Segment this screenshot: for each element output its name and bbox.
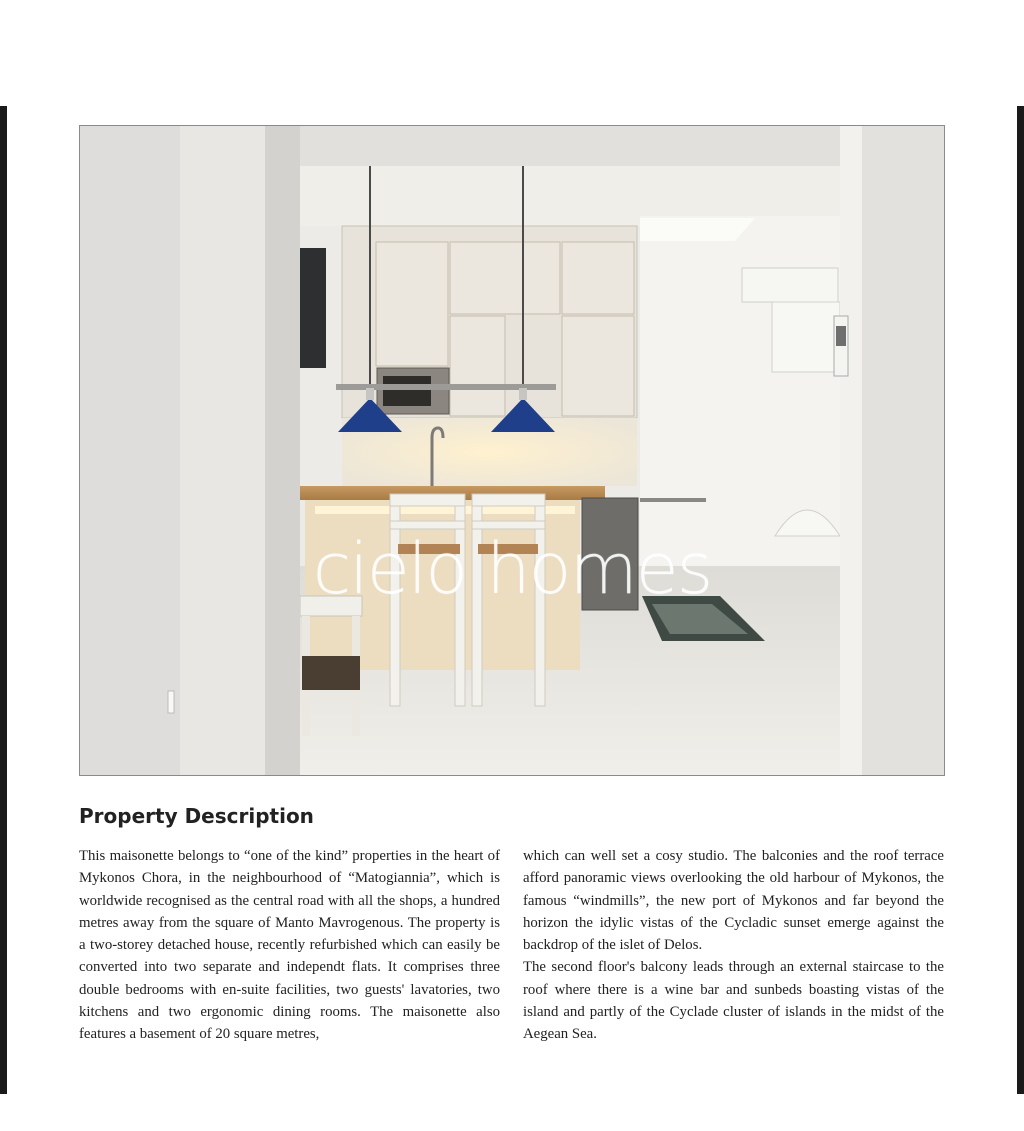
description-paragraph-continued: which can well set a cosy studio. The balconies and the roof terrace afford panoramic views overlooking the old harbour of Mykonos, the famous “windmills”, the new port of Mykonos and far beyond the horizon the idylic vistas of the Cycladic sunset emerge against the backdrop of the islet of Delos. bbox=[523, 848, 944, 954]
description-paragraph-roof: The second floor's balcony leads through an external staircase to the roof where there is a wine bar and sunbeds boasting vistas of the island and partly of the Cyclade cluster of islands in the midst of the Aegean Sea. bbox=[523, 959, 944, 1043]
description-column-right bbox=[523, 845, 944, 1046]
page-edge-left bbox=[0, 106, 7, 1094]
description-paragraph: This maisonette belongs to “one of the kind” properties in the heart of Mykonos Chora, in the neighbourhood of “Matogiannia”, which is worldwide recognised as the central road with all the shops, a hundred metres away from the square of Manto Mavrogenous. The property is a two-storey detached house, recently refurbished which can easily be converted into two separate and independt flats. It comprises three double bedrooms with en-suite facilities, two guests' lavatories, two kitchens and two ergonomic dining rooms. The maisonette also features a basement of 20 square metres, bbox=[79, 848, 500, 1043]
description-column-left bbox=[79, 845, 500, 1046]
section-heading: Property Description bbox=[79, 804, 314, 828]
watermark-text: cielo homes bbox=[312, 528, 712, 610]
kitchen-photo bbox=[79, 125, 945, 776]
page-edge-right bbox=[1017, 106, 1024, 1094]
